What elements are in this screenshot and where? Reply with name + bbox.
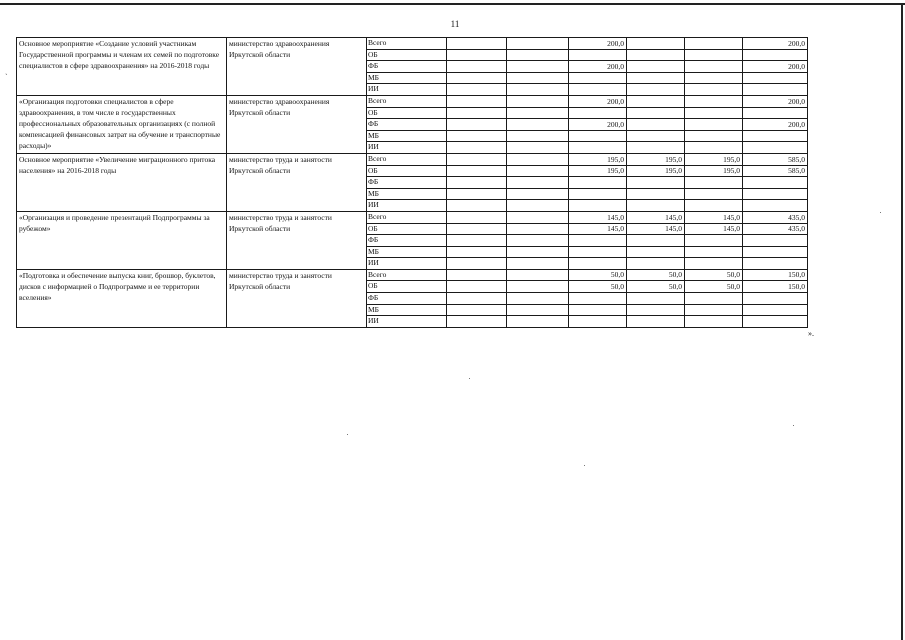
amount-cell: [447, 153, 507, 165]
amount-cell: [507, 246, 569, 258]
scan-speck: [469, 378, 470, 379]
amount-cell: 50,0: [569, 281, 627, 293]
amount-cell: [685, 258, 743, 270]
amount-cell: [507, 72, 569, 84]
amount-cell: [627, 38, 685, 50]
funding-source-cell: Всего: [367, 211, 447, 223]
amount-cell: [627, 200, 685, 212]
funding-source-cell: ФБ: [367, 61, 447, 73]
amount-cell: [569, 188, 627, 200]
amount-cell: [743, 142, 808, 154]
funding-source-cell: ФБ: [367, 235, 447, 247]
amount-cell: 195,0: [569, 153, 627, 165]
amount-cell: [685, 95, 743, 107]
amount-cell: [447, 142, 507, 154]
amount-cell: [685, 293, 743, 305]
amount-cell: [685, 200, 743, 212]
amount-cell: [627, 235, 685, 247]
scan-speck: [584, 465, 585, 466]
amount-cell: [507, 119, 569, 131]
funding-source-cell: МБ: [367, 304, 447, 316]
amount-cell: [507, 293, 569, 305]
amount-cell: [627, 188, 685, 200]
amount-cell: [743, 316, 808, 328]
funding-source-cell: Всего: [367, 153, 447, 165]
amount-cell: [627, 316, 685, 328]
amount-cell: [685, 61, 743, 73]
amount-cell: [627, 293, 685, 305]
amount-cell: [507, 177, 569, 189]
funding-source-cell: ИИ: [367, 258, 447, 270]
funding-source-cell: МБ: [367, 72, 447, 84]
amount-cell: 145,0: [627, 223, 685, 235]
amount-cell: [447, 107, 507, 119]
amount-cell: [507, 304, 569, 316]
amount-cell: 145,0: [569, 223, 627, 235]
scan-speck: [793, 425, 794, 426]
amount-cell: [627, 304, 685, 316]
table-row: [17, 269, 808, 281]
amount-cell: [627, 130, 685, 142]
amount-cell: [447, 258, 507, 270]
amount-cell: [447, 61, 507, 73]
amount-cell: [569, 72, 627, 84]
amount-cell: 195,0: [685, 165, 743, 177]
amount-cell: 585,0: [743, 153, 808, 165]
amount-cell: [569, 84, 627, 96]
amount-cell: [447, 316, 507, 328]
amount-cell: [507, 200, 569, 212]
amount-cell: 200,0: [743, 38, 808, 50]
amount-cell: [447, 281, 507, 293]
table-row: [17, 38, 808, 50]
amount-cell: [743, 130, 808, 142]
amount-cell: [507, 188, 569, 200]
amount-cell: [447, 49, 507, 61]
amount-cell: [507, 107, 569, 119]
measure-name-cell: «Организация и проведение презентаций Подпрограммы за рубежом»: [17, 211, 227, 269]
funding-source-cell: ОБ: [367, 107, 447, 119]
amount-cell: [569, 258, 627, 270]
amount-cell: 50,0: [685, 269, 743, 281]
amount-cell: [627, 95, 685, 107]
amount-cell: [507, 223, 569, 235]
amount-cell: [685, 49, 743, 61]
amount-cell: [507, 95, 569, 107]
funding-source-cell: ФБ: [367, 119, 447, 131]
funding-source-cell: ИИ: [367, 316, 447, 328]
amount-cell: 195,0: [627, 153, 685, 165]
measure-name-cell: Основное мероприятие «Создание условий участникам Государственной программы и членам их семей по подготовке специалистов в сфере здравоохранения» на 2016-2018 годы: [17, 38, 227, 96]
amount-cell: [685, 38, 743, 50]
amount-cell: [569, 107, 627, 119]
amount-cell: [685, 107, 743, 119]
amount-cell: 145,0: [685, 211, 743, 223]
amount-cell: 50,0: [627, 269, 685, 281]
amount-cell: [743, 235, 808, 247]
amount-cell: [743, 188, 808, 200]
amount-cell: [627, 177, 685, 189]
amount-cell: [569, 49, 627, 61]
amount-cell: [507, 165, 569, 177]
amount-cell: [743, 293, 808, 305]
scan-speck: [347, 434, 348, 435]
amount-cell: [447, 223, 507, 235]
amount-cell: [507, 153, 569, 165]
table-row: [17, 95, 808, 107]
amount-cell: 145,0: [685, 223, 743, 235]
funding-source-cell: МБ: [367, 246, 447, 258]
measure-name-cell: «Организация подготовки специалистов в сфере здравоохранения, в том числе в государственных профессиональных образовательных организациях (с полной компенсацией финансовых затрат на обучение и транспортные расходы)»: [17, 95, 227, 153]
scan-speck: [880, 212, 881, 213]
amount-cell: [507, 211, 569, 223]
amount-cell: [685, 72, 743, 84]
amount-cell: [507, 49, 569, 61]
amount-cell: [447, 269, 507, 281]
amount-cell: 200,0: [743, 61, 808, 73]
funding-source-cell: ФБ: [367, 293, 447, 305]
funding-source-cell: ОБ: [367, 49, 447, 61]
amount-cell: [685, 177, 743, 189]
executor-cell: министерство здравоохранения Иркутской области: [227, 95, 367, 153]
amount-cell: 200,0: [743, 95, 808, 107]
stray-tick-mark: ˎ: [5, 66, 8, 75]
amount-cell: [569, 304, 627, 316]
page-border-right: [901, 3, 903, 640]
amount-cell: 200,0: [569, 95, 627, 107]
amount-cell: [569, 130, 627, 142]
amount-cell: 50,0: [627, 281, 685, 293]
amount-cell: [569, 316, 627, 328]
funding-source-cell: ОБ: [367, 281, 447, 293]
amount-cell: 150,0: [743, 281, 808, 293]
amount-cell: 145,0: [627, 211, 685, 223]
amount-cell: 50,0: [569, 269, 627, 281]
amount-cell: 435,0: [743, 211, 808, 223]
amount-cell: [447, 211, 507, 223]
funding-source-cell: ИИ: [367, 142, 447, 154]
amount-cell: [447, 246, 507, 258]
amount-cell: [507, 235, 569, 247]
funding-source-cell: Всего: [367, 95, 447, 107]
amount-cell: 150,0: [743, 269, 808, 281]
amount-cell: [743, 177, 808, 189]
amount-cell: [569, 177, 627, 189]
page-border-top: [0, 3, 905, 5]
amount-cell: [743, 107, 808, 119]
amount-cell: [507, 316, 569, 328]
amount-cell: [447, 95, 507, 107]
amount-cell: [685, 316, 743, 328]
amount-cell: [627, 119, 685, 131]
amount-cell: [569, 142, 627, 154]
amount-cell: [447, 188, 507, 200]
amount-cell: 195,0: [569, 165, 627, 177]
amount-cell: [685, 304, 743, 316]
amount-cell: [569, 293, 627, 305]
amount-cell: [685, 119, 743, 131]
amount-cell: 585,0: [743, 165, 808, 177]
amount-cell: [447, 84, 507, 96]
amount-cell: [507, 269, 569, 281]
amount-cell: [569, 200, 627, 212]
executor-cell: министерство труда и занятости Иркутской области: [227, 269, 367, 327]
amount-cell: [743, 258, 808, 270]
table-row: [17, 153, 808, 165]
amount-cell: 50,0: [685, 281, 743, 293]
amount-cell: [447, 235, 507, 247]
amount-cell: [627, 72, 685, 84]
amount-cell: 200,0: [569, 61, 627, 73]
amount-cell: [627, 84, 685, 96]
executor-cell: министерство здравоохранения Иркутской области: [227, 38, 367, 96]
amount-cell: 200,0: [569, 38, 627, 50]
budget-table: [16, 37, 808, 328]
amount-cell: [507, 84, 569, 96]
amount-cell: [447, 200, 507, 212]
amount-cell: [447, 130, 507, 142]
amount-cell: [743, 72, 808, 84]
amount-cell: [627, 61, 685, 73]
amount-cell: 195,0: [627, 165, 685, 177]
amount-cell: [447, 177, 507, 189]
funding-source-cell: ФБ: [367, 177, 447, 189]
funding-source-cell: ОБ: [367, 223, 447, 235]
amount-cell: [685, 84, 743, 96]
amount-cell: [627, 107, 685, 119]
amount-cell: [685, 235, 743, 247]
amount-cell: [627, 246, 685, 258]
table-row: [17, 211, 808, 223]
page-number: 11: [450, 19, 460, 29]
executor-cell: министерство труда и занятости Иркутской области: [227, 211, 367, 269]
amount-cell: [507, 130, 569, 142]
funding-source-cell: ИИ: [367, 200, 447, 212]
amount-cell: [743, 246, 808, 258]
funding-source-cell: ОБ: [367, 165, 447, 177]
amount-cell: [447, 304, 507, 316]
funding-source-cell: МБ: [367, 188, 447, 200]
amount-cell: 195,0: [685, 153, 743, 165]
amount-cell: [627, 49, 685, 61]
amount-cell: [447, 72, 507, 84]
amount-cell: [743, 49, 808, 61]
funding-source-cell: Всего: [367, 269, 447, 281]
amount-cell: [507, 38, 569, 50]
amount-cell: [685, 142, 743, 154]
amount-cell: [743, 84, 808, 96]
amount-cell: [627, 258, 685, 270]
amount-cell: [743, 304, 808, 316]
amount-cell: [743, 200, 808, 212]
amount-cell: [447, 119, 507, 131]
measure-name-cell: Основное мероприятие «Увеличение миграционного притока населения» на 2016-2018 годы: [17, 153, 227, 211]
amount-cell: 200,0: [743, 119, 808, 131]
funding-source-cell: Всего: [367, 38, 447, 50]
amount-cell: [685, 246, 743, 258]
funding-source-cell: МБ: [367, 130, 447, 142]
amount-cell: [447, 38, 507, 50]
amount-cell: 200,0: [569, 119, 627, 131]
amount-cell: [685, 130, 743, 142]
amount-cell: [569, 235, 627, 247]
amount-cell: [507, 142, 569, 154]
amount-cell: [507, 258, 569, 270]
amount-cell: [685, 188, 743, 200]
amount-cell: [447, 293, 507, 305]
amount-cell: [507, 281, 569, 293]
funding-source-cell: ИИ: [367, 84, 447, 96]
amount-cell: 435,0: [743, 223, 808, 235]
amount-cell: [507, 61, 569, 73]
amount-cell: 145,0: [569, 211, 627, 223]
executor-cell: министерство труда и занятости Иркутской области: [227, 153, 367, 211]
amount-cell: [569, 246, 627, 258]
amount-cell: [627, 142, 685, 154]
measure-name-cell: «Подготовка и обеспечение выпуска книг, брошюр, буклетов, дисков с информацией о Подпрограмме и ее территории вселения»: [17, 269, 227, 327]
amount-cell: [447, 165, 507, 177]
closing-quote-mark: ».: [808, 329, 814, 338]
